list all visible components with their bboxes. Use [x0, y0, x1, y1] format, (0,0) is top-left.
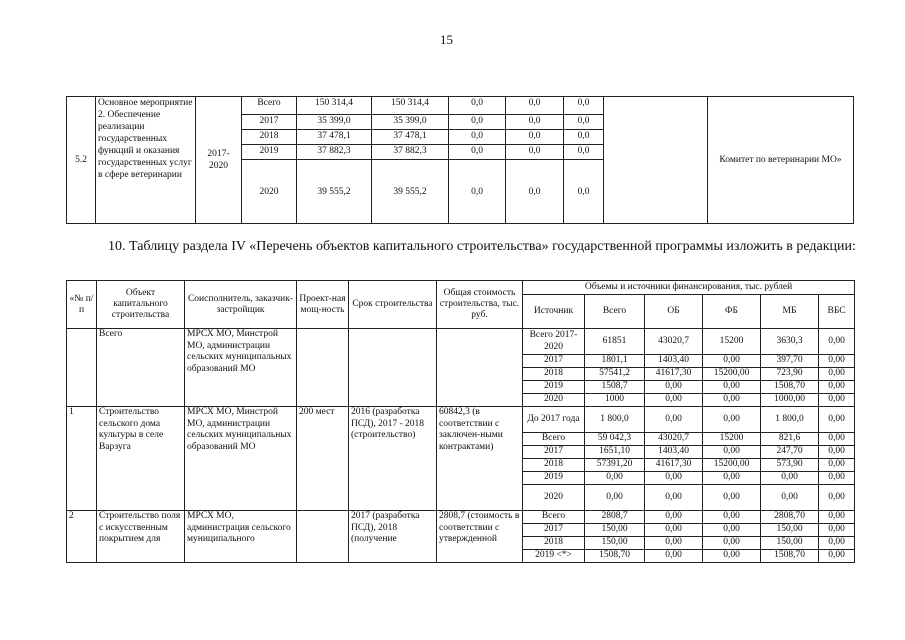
funding-total: 1801,1 [585, 355, 645, 368]
row-period: 2017-2020 [196, 97, 242, 224]
object-number: 2 [67, 511, 97, 563]
funding-ob: 0,00 [645, 407, 703, 433]
funding-src: 2018 [523, 368, 585, 381]
capital-construction-table [66, 280, 855, 563]
funding-total: 1 800,0 [585, 407, 645, 433]
funding-fb: 0,00 [703, 511, 761, 524]
funding-fb: 0,00 [703, 550, 761, 563]
funding-vbs: 0,00 [819, 368, 855, 381]
funding-mb: 2808,70 [761, 511, 819, 524]
line-value: 37 882,3 [372, 145, 449, 160]
funding-src: 2019 <*> [523, 550, 585, 563]
line-value: 0,0 [506, 130, 564, 145]
funding-fb: 0,00 [703, 394, 761, 407]
line-value: 35 399,0 [372, 115, 449, 130]
line-value: 0,0 [506, 145, 564, 160]
line-value: 37 478,1 [372, 130, 449, 145]
funding-vbs: 0,00 [819, 381, 855, 394]
funding-vbs: 0,00 [819, 355, 855, 368]
funding-ob: 41617,30 [645, 368, 703, 381]
header-capacity: Проект-ная мощ-ность [297, 281, 349, 329]
object-name: Всего [97, 329, 185, 407]
funding-total: 1000 [585, 394, 645, 407]
header-ob: ОБ [645, 295, 703, 329]
funding-vbs: 0,00 [819, 550, 855, 563]
funding-vbs: 0,00 [819, 394, 855, 407]
table-row [67, 407, 855, 433]
object-executor: МРСХ МО, Минстрой МО, администрации сельских муниципальных образований МО [185, 407, 297, 511]
funding-src: 2017 [523, 524, 585, 537]
header-vbs: ВБС [819, 295, 855, 329]
funding-mb: 1508,70 [761, 550, 819, 563]
funding-src: 2019 [523, 381, 585, 394]
line-value: 35 399,0 [297, 115, 372, 130]
funding-vbs: 0,00 [819, 433, 855, 446]
funding-mb: 3630,3 [761, 329, 819, 355]
funding-mb: 821,6 [761, 433, 819, 446]
line-value: 0,0 [564, 130, 604, 145]
header-object: Объект капитального строительства [97, 281, 185, 329]
funding-ob: 1403,40 [645, 355, 703, 368]
object-cost [437, 329, 523, 407]
funding-total: 57541,2 [585, 368, 645, 381]
funding-total: 0,00 [585, 472, 645, 485]
funding-mb: 0,00 [761, 485, 819, 511]
funding-src: 2018 [523, 459, 585, 472]
funding-mb: 1000,00 [761, 394, 819, 407]
line-label: 2020 [242, 160, 297, 224]
page-number: 15 [440, 32, 453, 47]
funding-src: 2018 [523, 537, 585, 550]
funding-vbs: 0,00 [819, 459, 855, 472]
row-number: 5.2 [67, 97, 96, 224]
funding-vbs: 0,00 [819, 446, 855, 459]
funding-mb: 1 800,0 [761, 407, 819, 433]
object-number [67, 329, 97, 407]
header-cost: Общая стоимость строительства, тыс. руб. [437, 281, 523, 329]
funding-fb: 15200,00 [703, 368, 761, 381]
object-name: Строительство сельского дома культуры в селе Варзуга [97, 407, 185, 511]
line-value: 0,0 [449, 115, 506, 130]
line-label: 2017 [242, 115, 297, 130]
funding-mb: 247,70 [761, 446, 819, 459]
funding-mb: 723,90 [761, 368, 819, 381]
header-num: «№ п/п [67, 281, 97, 329]
header-executor: Соисполнитель, заказчик-застройщик [185, 281, 297, 329]
object-executor: МРСХ МО, Минстрой МО, администрации сельских муниципальных образований МО [185, 329, 297, 407]
funding-total: 150,00 [585, 537, 645, 550]
funding-ob: 0,00 [645, 472, 703, 485]
funding-src: До 2017 года [523, 407, 585, 433]
funding-mb: 150,00 [761, 524, 819, 537]
funding-fb: 0,00 [703, 472, 761, 485]
funding-mb: 397,70 [761, 355, 819, 368]
funding-total: 59 042,3 [585, 433, 645, 446]
funding-vbs: 0,00 [819, 329, 855, 355]
funding-total: 0,00 [585, 485, 645, 511]
line-label: 2019 [242, 145, 297, 160]
funding-mb: 150,00 [761, 537, 819, 550]
program-table-fragment [66, 96, 854, 224]
object-cost: 2808,7 (стоимость в соответствии с утвержденной [437, 511, 523, 563]
object-capacity: 200 мест [297, 407, 349, 511]
funding-src: 2020 [523, 485, 585, 511]
line-value: 0,0 [449, 97, 506, 115]
line-value: 0,0 [564, 145, 604, 160]
funding-ob: 0,00 [645, 485, 703, 511]
amendment-paragraph: 10. Таблицу раздела IV «Перечень объектов капитального строительства» государственной программы изложить в редакции: [108, 239, 856, 254]
funding-fb: 0,00 [703, 355, 761, 368]
line-value: 150 314,4 [297, 97, 372, 115]
funding-fb: 15200 [703, 433, 761, 446]
header-funding: Объемы и источники финансирования, тыс. рублей [523, 281, 855, 295]
funding-ob: 0,00 [645, 550, 703, 563]
funding-vbs: 0,00 [819, 472, 855, 485]
line-label: Всего [242, 97, 297, 115]
funding-mb: 0,00 [761, 472, 819, 485]
object-term: 2017 (разработка ПСД), 2018 (получение [349, 511, 437, 563]
funding-total: 1508,70 [585, 550, 645, 563]
funding-src: 2019 [523, 472, 585, 485]
object-capacity [297, 329, 349, 407]
funding-ob: 0,00 [645, 394, 703, 407]
object-capacity [297, 511, 349, 563]
funding-total: 1508,7 [585, 381, 645, 394]
object-number: 1 [67, 407, 97, 511]
header-term: Срок строительства [349, 281, 437, 329]
funding-src: 2017 [523, 446, 585, 459]
line-value: 0,0 [564, 160, 604, 224]
funding-src: Всего [523, 433, 585, 446]
funding-vbs: 0,00 [819, 511, 855, 524]
funding-ob: 0,00 [645, 511, 703, 524]
header-source: Источник [523, 295, 585, 329]
table-row [67, 511, 855, 524]
line-value: 37 882,3 [297, 145, 372, 160]
line-value: 0,0 [449, 160, 506, 224]
funding-ob: 0,00 [645, 381, 703, 394]
line-value: 0,0 [506, 160, 564, 224]
funding-fb: 0,00 [703, 381, 761, 394]
funding-src: Всего [523, 511, 585, 524]
line-value: 0,0 [449, 145, 506, 160]
funding-total: 57391,20 [585, 459, 645, 472]
funding-src: Всего 2017-2020 [523, 329, 585, 355]
line-label: 2018 [242, 130, 297, 145]
funding-mb: 573,90 [761, 459, 819, 472]
table-row [67, 97, 854, 115]
line-value: 39 555,2 [372, 160, 449, 224]
object-executor: МРСХ МО, администрация сельского муниципального [185, 511, 297, 563]
table-row [67, 329, 855, 355]
funding-fb: 0,00 [703, 407, 761, 433]
object-name: Строительство поля с искусственным покрытием для [97, 511, 185, 563]
funding-ob: 0,00 [645, 524, 703, 537]
header-fb: ФБ [703, 295, 761, 329]
funding-vbs: 0,00 [819, 485, 855, 511]
line-value: 0,0 [506, 97, 564, 115]
funding-src: 2020 [523, 394, 585, 407]
funding-total: 2808,7 [585, 511, 645, 524]
funding-vbs: 0,00 [819, 537, 855, 550]
object-term: 2016 (разработка ПСД), 2017 - 2018 (строительство) [349, 407, 437, 511]
funding-total: 150,00 [585, 524, 645, 537]
funding-mb: 1508,70 [761, 381, 819, 394]
funding-fb: 15200,00 [703, 459, 761, 472]
object-term [349, 329, 437, 407]
funding-total: 61851 [585, 329, 645, 355]
funding-fb: 15200 [703, 329, 761, 355]
row-executor: Комитет по ветеринарии МО» [708, 97, 854, 224]
funding-vbs: 0,00 [819, 407, 855, 433]
header-total: Всего [585, 295, 645, 329]
line-value: 0,0 [564, 97, 604, 115]
funding-ob: 43020,7 [645, 329, 703, 355]
funding-fb: 0,00 [703, 485, 761, 511]
line-value: 150 314,4 [372, 97, 449, 115]
row-name: Основное мероприятие 2. Обеспечение реализации государственных функций и оказания государственных услуг в сфере ветеринарии [96, 97, 196, 224]
empty-cell [604, 97, 708, 224]
funding-ob: 1403,40 [645, 446, 703, 459]
funding-total: 1651,10 [585, 446, 645, 459]
line-value: 0,0 [449, 130, 506, 145]
funding-vbs: 0,00 [819, 524, 855, 537]
line-value: 0,0 [564, 115, 604, 130]
funding-ob: 41617,30 [645, 459, 703, 472]
object-cost: 60842,3 (в соответствии с заключен-ными контрактами) [437, 407, 523, 511]
funding-src: 2017 [523, 355, 585, 368]
funding-fb: 0,00 [703, 446, 761, 459]
funding-ob: 0,00 [645, 537, 703, 550]
funding-fb: 0,00 [703, 524, 761, 537]
line-value: 37 478,1 [297, 130, 372, 145]
header-mb: МБ [761, 295, 819, 329]
line-value: 0,0 [506, 115, 564, 130]
line-value: 39 555,2 [297, 160, 372, 224]
funding-fb: 0,00 [703, 537, 761, 550]
funding-ob: 43020,7 [645, 433, 703, 446]
